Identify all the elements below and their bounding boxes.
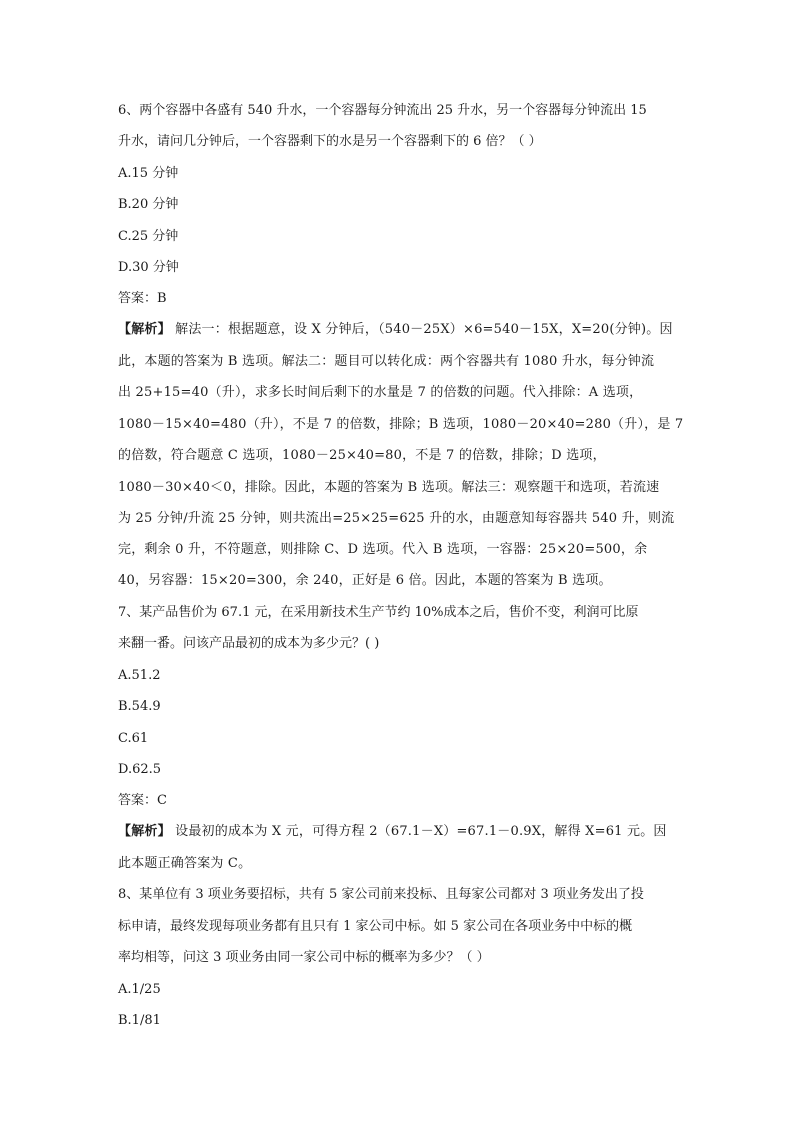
q6-analysis-line-6: 1080－30×40＜0，排除。因此，本题的答案为 B 选项。解法三：观察题干和选项，若流速 — [118, 480, 660, 495]
q7-option-c: C.61 — [118, 731, 149, 746]
q6-stem-line-1: 6、两个容器中各盛有 540 升水，一个容器每分钟流出 25 升水，另一个容器每分钟流出 15 — [118, 103, 647, 118]
q7-analysis-line-1 — [118, 822, 667, 842]
q7-answer: 答案：C — [118, 793, 167, 808]
q6-analysis-line-3: 出 25+15=40（升），求多长时间后剩下的水量是 7 的倍数的问题。代入排除：A 选项， — [118, 385, 643, 400]
q6-option-d: D.30 分钟 — [118, 260, 179, 275]
q8-stem-line-1: 8、某单位有 3 项业务要招标，共有 5 家公司前来投标、且每家公司都对 3 项业务发出了投 — [118, 887, 644, 902]
q8-stem-line-2: 标申请，最终发现每项业务都有且只有 1 家公司中标。如 5 家公司在各项业务中中标的概 — [118, 919, 633, 934]
q7-option-d: D.62.5 — [118, 762, 162, 777]
q6-analysis-tag: 【解析】 — [118, 322, 171, 337]
q6-answer: 答案：B — [118, 291, 167, 306]
q6-option-c: C.25 分钟 — [118, 229, 179, 244]
q7-analysis-first: 设最初的成本为 X 元，可得方程 2（67.1－X）=67.1－0.9X，解得 X=61 元。因 — [170, 824, 667, 839]
q6-analysis-line-5: 的倍数，符合题意 C 选项，1080－25×40=80，不是 7 的倍数，排除；D 选项， — [118, 448, 606, 463]
q6-analysis-line-1 — [118, 320, 673, 340]
q7-stem-line-2: 来翻一番。问该产品最初的成本为多少元？( ) — [118, 636, 380, 651]
q6-option-a: A.15 分钟 — [118, 166, 179, 181]
q7-analysis-line-2: 此本题正确答案为 C。 — [118, 856, 252, 871]
q8-stem-line-3: 率均相等，问这 3 项业务由同一家公司中标的概率为多少？（ ） — [118, 950, 490, 965]
q7-option-a: A.51.2 — [118, 668, 161, 683]
q6-analysis-first: 解法一：根据题意，设 X 分钟后，（540－25X）×6=540－15X，X=20(分钟)。因 — [170, 322, 673, 337]
q8-option-b: B.1/81 — [118, 1013, 161, 1028]
q6-analysis-line-7: 为 25 分钟/升流 25 分钟，则共流出=25×25=625 升的水，由题意知每容器共 540 升，则流 — [118, 511, 675, 526]
q6-analysis-line-9: 40，另容器：15×20=300，余 240，正好是 6 倍。因此，本题的答案为 B 选项。 — [118, 573, 612, 588]
q7-stem-line-1: 7、某产品售价为 67.1 元，在采用新技术生产节约 10%成本之后，售价不变，利润可比原 — [118, 605, 639, 620]
q6-analysis-line-4: 1080－15×40=480（升），不是 7 的倍数，排除；B 选项，1080－20×40=280（升），是 7 — [118, 417, 684, 432]
q7-analysis-tag: 【解析】 — [118, 824, 171, 839]
q6-stem-line-2: 升水，请问几分钟后，一个容器剩下的水是另一个容器剩下的 6 倍？（ ） — [118, 134, 542, 149]
q7-option-b: B.54.9 — [118, 699, 161, 714]
q6-analysis-line-8: 完，剩余 0 升，不符题意，则排除 C、D 选项。代入 B 选项，一容器：25×20=500，余 — [118, 542, 648, 557]
q8-option-a: A.1/25 — [118, 982, 161, 997]
q6-analysis-line-2: 此，本题的答案为 B 选项。解法二：题目可以转化成：两个容器共有 1080 升水，每分钟流 — [118, 354, 655, 369]
q6-option-b: B.20 分钟 — [118, 197, 179, 212]
